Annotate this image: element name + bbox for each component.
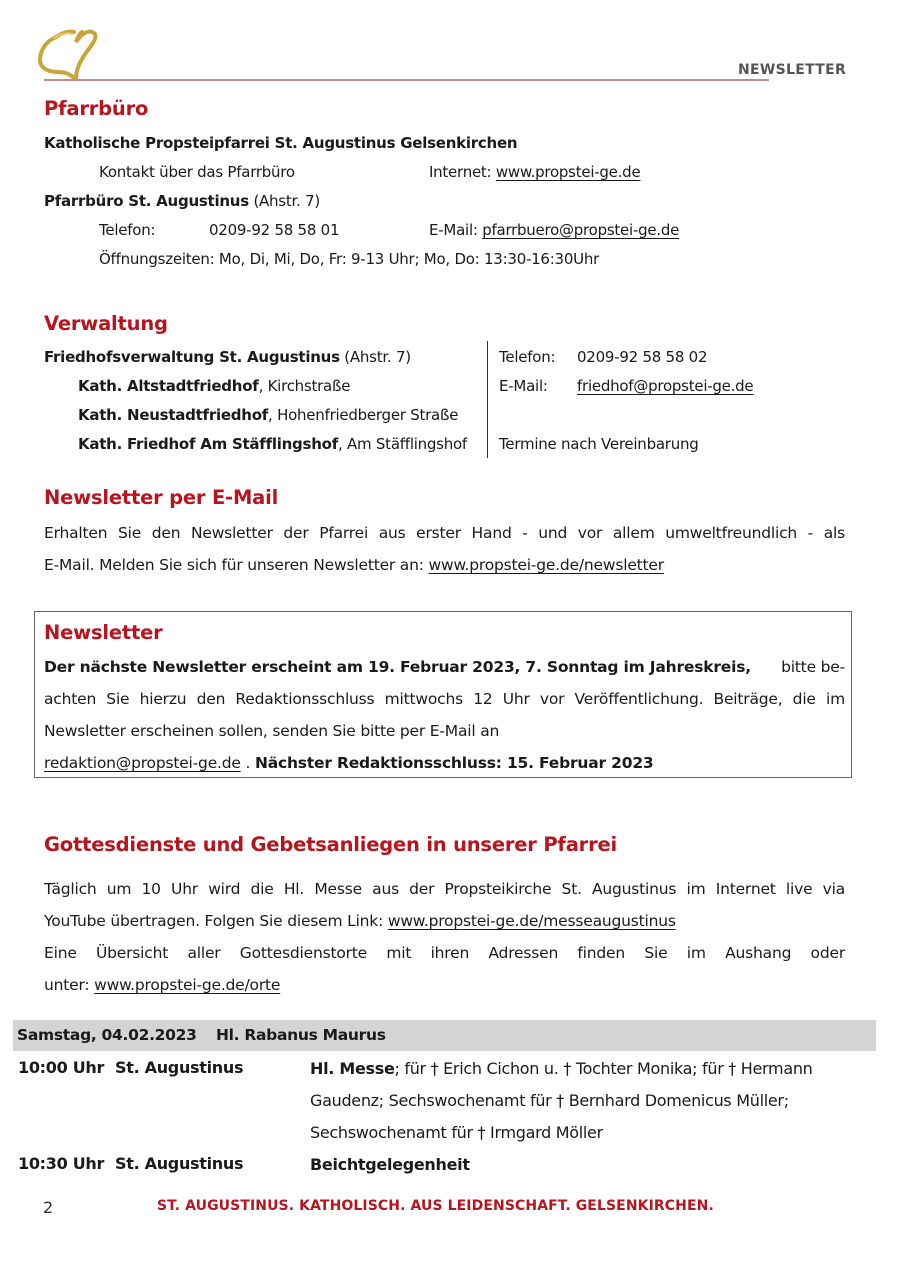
- cemetery-item: [78, 435, 467, 453]
- email-link[interactable]: pfarrbuero@propstei-ge.de: [482, 221, 680, 239]
- gottesdienste-text: unter:: [44, 976, 90, 994]
- entry-place: St. Augustinus: [115, 1058, 244, 1077]
- page-number: 2: [43, 1198, 54, 1217]
- office-line: [44, 192, 320, 210]
- entry-description: [310, 1149, 870, 1181]
- deadline-info: Nächster Redaktionsschluss: 15. Februar 2023: [254, 754, 654, 772]
- gottesdienste-line-3: Eine Übersicht aller Gottesdienstorte mit ihren Adressen finden Sie im Aushang oder: [44, 944, 845, 962]
- locations-link[interactable]: www.propstei-ge.de/orte: [94, 976, 281, 994]
- section-title-gottesdienste: Gottesdienste und Gebetsanliegen in unserer Pfarrei: [44, 833, 617, 856]
- header-label: NEWSLETTER: [738, 62, 847, 78]
- entry-title: Beichtgelegenheit: [310, 1155, 470, 1174]
- contact-note: Kontakt über das Pfarrbüro: [99, 163, 295, 181]
- newsletter-box-line-3: Newsletter erscheinen sollen, senden Sie bitte per E-Mail an: [44, 722, 500, 740]
- newsletter-box-line-4: [44, 747, 845, 779]
- email-line: [429, 221, 679, 239]
- header-rule: [44, 79, 769, 81]
- office-name: Pfarrbüro St. Augustinus: [44, 192, 249, 210]
- email-label: E-Mail:: [429, 221, 478, 239]
- cemetery-street: , Kirchstraße: [258, 377, 351, 395]
- newsletter-signup-link[interactable]: www.propstei-ge.de/newsletter: [428, 556, 664, 574]
- verwaltung-email-label: E-Mail:: [499, 377, 548, 395]
- internet-line: [429, 163, 640, 181]
- opening-hours: Öffnungszeiten: Mo, Di, Mi, Do, Fr: 9-13 Uhr; Mo, Do: 13:30-16:30Uhr: [99, 250, 600, 268]
- cemetery-street: , Am Stäfflingshof: [337, 435, 467, 453]
- gottesdienste-line-4: [44, 969, 845, 1001]
- cemetery-name: Kath. Friedhof Am Stäfflingshof: [78, 435, 338, 453]
- redaktion-email-link[interactable]: redaktion@propstei-ge.de: [44, 754, 241, 772]
- internet-link[interactable]: www.propstei-ge.de: [495, 163, 641, 181]
- schedule-saint: Hl. Rabanus Maurus: [216, 1026, 386, 1044]
- gottesdienste-text: YouTube übertragen. Folgen Sie diesem Link:: [44, 912, 384, 930]
- cemetery-street: , Hohenfriedberger Straße: [268, 406, 459, 424]
- section-title-newsletter-email: Newsletter per E-Mail: [44, 486, 279, 509]
- newsletter-box-title: Newsletter: [44, 621, 163, 644]
- cemetery-admin: [44, 348, 411, 366]
- section-title-verwaltung: Verwaltung: [44, 312, 168, 335]
- newsletter-box-text: bitte be-: [781, 658, 845, 676]
- verwaltung-phone: 0209-92 58 58 02: [577, 348, 708, 366]
- newsletter-email-line-2: [44, 549, 845, 581]
- next-issue-info: Der nächste Newsletter erscheint am 19. Februar 2023, 7. Sonntag im Jahreskreis,: [44, 658, 751, 676]
- entry-intentions: ; für † Erich Cichon u. † Tochter Monika; für † Hermann Gaudenz; Sechswochenamt für † Bernhard Domenicus Müller; Sechswochenamt für † Irmgard Möller: [310, 1059, 813, 1142]
- column-divider: [487, 341, 488, 458]
- section-title-pfarrbuero: Pfarrbüro: [44, 97, 149, 120]
- office-address: (Ahstr. 7): [253, 192, 320, 210]
- org-name: Katholische Propsteipfarrei St. Augustinus Gelsenkirchen: [44, 134, 518, 152]
- newsletter-email-line-1: Erhalten Sie den Newsletter der Pfarrei aus erster Hand - und vor allem umweltfreundlich - als: [44, 524, 845, 542]
- entry-time: 10:00 Uhr: [18, 1058, 105, 1077]
- cemetery-admin-address: (Ahstr. 7): [344, 348, 411, 366]
- gottesdienste-line-2: [44, 905, 845, 937]
- entry-time: 10:30 Uhr: [18, 1154, 105, 1173]
- phone-label: Telefon:: [99, 221, 156, 239]
- entry-description: [310, 1053, 870, 1149]
- entry-title: Hl. Messe: [310, 1059, 395, 1078]
- livestream-link[interactable]: www.propstei-ge.de/messeaugustinus: [387, 912, 676, 930]
- entry-place: St. Augustinus: [115, 1154, 244, 1173]
- separator: .: [240, 754, 251, 772]
- verwaltung-email-link[interactable]: friedhof@propstei-ge.de: [577, 377, 754, 395]
- appointments-note: Termine nach Vereinbarung: [499, 435, 699, 453]
- internet-label: Internet:: [429, 163, 492, 181]
- cemetery-name: Kath. Altstadtfriedhof: [78, 377, 259, 395]
- newsletter-box-line-2: achten Sie hierzu den Redaktionsschluss mittwochs 12 Uhr vor Veröffentlichung. Beiträge, die im: [44, 690, 845, 708]
- cemetery-item: [78, 377, 350, 395]
- phone-number: 0209-92 58 58 01: [209, 221, 340, 239]
- gottesdienste-line-1: Täglich um 10 Uhr wird die Hl. Messe aus der Propsteikirche St. Augustinus im Internet live via: [44, 880, 845, 898]
- cemetery-admin-name: Friedhofsverwaltung St. Augustinus: [44, 348, 340, 366]
- schedule-date: Samstag, 04.02.2023: [17, 1026, 197, 1044]
- newsletter-email-text: E-Mail. Melden Sie sich für unseren Newsletter an:: [44, 556, 424, 574]
- cemetery-name: Kath. Neustadtfriedhof: [78, 406, 269, 424]
- footer-slogan: ST. AUGUSTINUS. KATHOLISCH. AUS LEIDENSCHAFT. GELSENKIRCHEN.: [157, 1198, 714, 1214]
- verwaltung-phone-label: Telefon:: [499, 348, 556, 366]
- heart-logo: [36, 28, 102, 82]
- cemetery-item: [78, 406, 458, 424]
- newsletter-box-line-1: [44, 651, 845, 683]
- schedule-day-header: [13, 1020, 876, 1051]
